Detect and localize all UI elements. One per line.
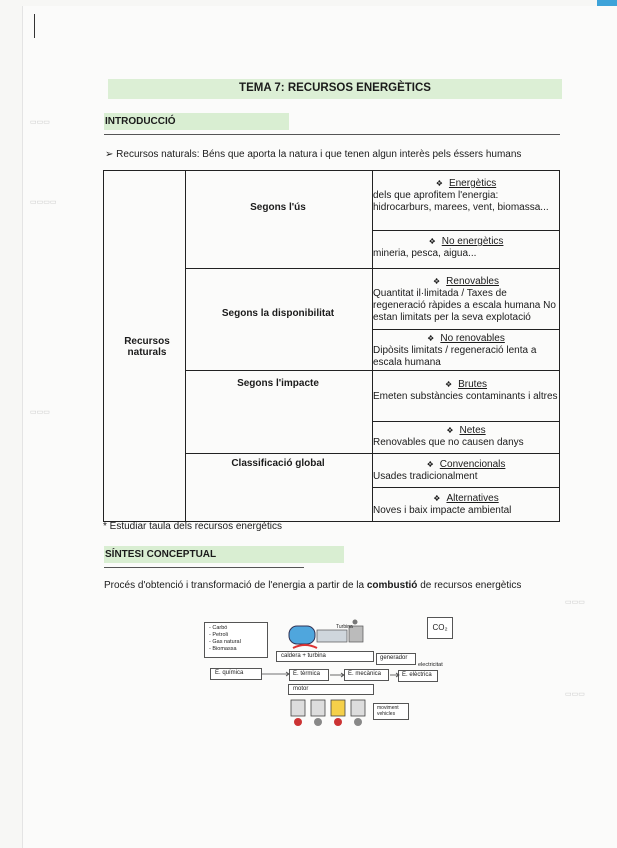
table-divider [185, 268, 560, 269]
cell-title: No energètics [441, 236, 504, 247]
process-prefix: Procés d'obtenció i transformació de l'energia a partir de la [104, 580, 367, 591]
electrical-energy-box: E. elèctrica [398, 670, 438, 682]
table-divider [372, 230, 560, 231]
cell-title: No renovables [440, 333, 505, 344]
show-through-text: ▭▭▭ [30, 409, 50, 416]
cell-desc: mineria, pesca, aigua... [373, 248, 477, 259]
page-title: TEMA 7: RECURSOS ENERGÈTICS [239, 82, 431, 94]
table-divider [185, 453, 560, 454]
fuel-item: - Carbó [209, 625, 228, 631]
show-through-text: ▭▭▭ [565, 691, 585, 698]
cell-renovables [373, 276, 559, 324]
process-caption [104, 580, 521, 591]
mechanical-energy-box: E. mecànica [344, 669, 389, 681]
chemical-energy-box: E. química [210, 668, 262, 680]
cell-convencionals [373, 459, 559, 483]
corner-accent [597, 0, 617, 6]
divider [104, 134, 560, 135]
cell-title: Netes [459, 425, 486, 436]
diamond-bullet-icon: ❖ [427, 334, 435, 343]
show-through-text: ▭▭▭ [565, 599, 585, 606]
group-label-us: Segons l'ús [250, 202, 306, 213]
group-label-impacte: Segons l'impacte [237, 378, 319, 389]
thermal-energy-box: E. tèrmica [289, 669, 329, 681]
cell-desc: Dipòsits limitats / regeneració lenta a escala humana [373, 345, 537, 368]
diamond-bullet-icon: ❖ [446, 426, 454, 435]
flow-arrows [262, 664, 402, 684]
group-label-disponibilitat: Segons la disponibilitat [221, 308, 335, 319]
cell-title: Energètics [448, 178, 497, 189]
cell-title: Brutes [458, 379, 488, 390]
diamond-bullet-icon: ❖ [444, 380, 453, 389]
co2-label: CO₂ [427, 617, 453, 639]
synthesis-heading: SÍNTESI CONCEPTUAL [105, 549, 217, 560]
cell-desc: Quantitat il·limitada / Taxes de regeneració ràpides a escala humana No estan limitats per la seva explotació [373, 288, 556, 323]
table-divider [372, 421, 560, 422]
cell-no-energetics [373, 236, 559, 260]
group-label-global: Classificació global [231, 458, 325, 469]
cell-brutes [373, 379, 559, 403]
cell-netes [373, 425, 559, 449]
motor-box: motor [288, 684, 374, 695]
electricity-label: electricitat [418, 662, 443, 668]
intro-lead: ➢ Recursos naturals: Béns que aporta la natura i que tenen algun interès pels éssers humans [105, 149, 522, 160]
cell-desc: Usades tradicionalment [373, 471, 478, 482]
cell-desc: Emeten substàncies contaminants i altres [373, 391, 558, 402]
table-divider [185, 370, 560, 371]
diamond-bullet-icon: ❖ [426, 460, 434, 469]
cell-desc: Noves i baix impacte ambiental [373, 505, 512, 516]
diamond-bullet-icon: ❖ [433, 277, 441, 286]
cell-desc: dels que aprofitem l'energia: hidrocarburs, marees, vent, biomassa... [373, 190, 549, 213]
fuel-item: - Biomassa [209, 646, 237, 652]
generator-box: generador [376, 653, 416, 665]
diamond-bullet-icon: ❖ [428, 237, 436, 246]
table-divider [372, 329, 560, 330]
show-through-text: ▭▭▭▭ [30, 199, 57, 206]
process-bold: combustió [366, 580, 418, 591]
engine-pistons-icon [289, 698, 369, 728]
cell-title: Alternatives [446, 493, 499, 504]
vehicle-motion-box: moviment vehicles [373, 703, 409, 720]
cell-no-renovables [373, 333, 559, 369]
fuel-item: - Gas natural [209, 639, 241, 645]
cell-title: Convencionals [439, 459, 506, 470]
power-plant-icon [285, 618, 375, 654]
turbine-label: Turbina [336, 624, 353, 630]
caldera-box: caldera + turbina [276, 651, 374, 662]
fuel-list [204, 622, 268, 658]
page-edge-mark [34, 14, 35, 38]
cell-title: Renovables [446, 276, 499, 287]
table-divider [372, 487, 560, 488]
cell-energetics [373, 178, 559, 214]
show-through-text: ▭▭▭ [30, 119, 50, 126]
diamond-bullet-icon: ❖ [433, 494, 441, 503]
table-root-label: Recursos naturals [124, 336, 170, 358]
divider [104, 567, 304, 568]
process-suffix: de recursos energètics [417, 580, 522, 591]
footnote: * Estudiar taula dels recursos energètics [103, 521, 282, 532]
cell-desc: Renovables que no causen danys [373, 437, 524, 448]
intro-heading: INTRODUCCIÓ [105, 116, 176, 127]
diamond-bullet-icon: ❖ [435, 179, 443, 188]
fuel-item: - Petroli [209, 632, 228, 638]
cell-alternatives [373, 493, 559, 517]
